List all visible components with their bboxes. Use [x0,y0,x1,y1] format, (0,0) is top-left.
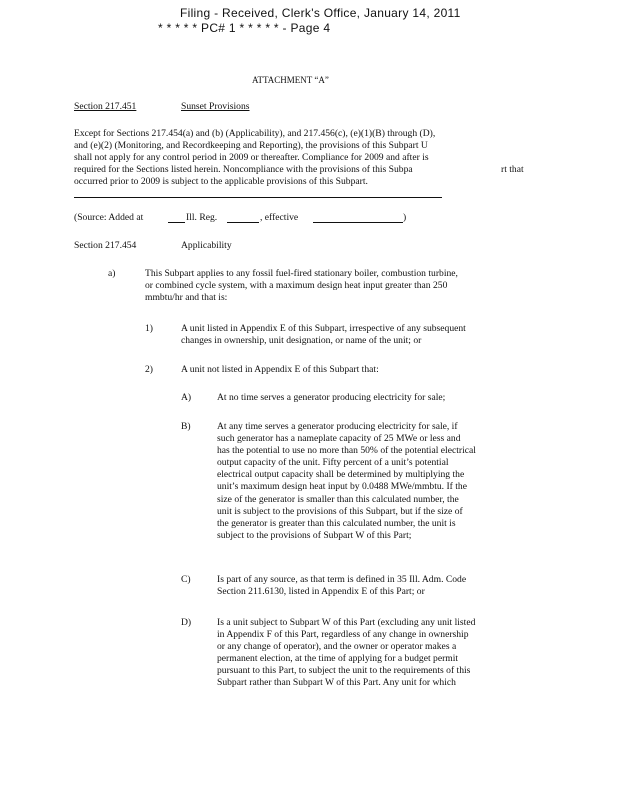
body-line: required for the Sections listed herein. Noncompliance with the provisions of this Subpa [74,164,413,176]
sub-c-text [217,574,466,598]
attachment-title: ATTACHMENT “A” [252,75,329,85]
body-line: occurred prior to 2009 is subject to the applicable provisions of this Subpart. [74,176,368,188]
section-454-title: Applicability [181,240,232,251]
source-prefix: (Source: Added at [74,212,144,223]
para-line: Is a unit subject to Subpart W of this Part (excluding any unit listed [217,617,476,628]
para-line: in Appendix F of this Part, regardless of any change in ownership [217,629,469,641]
para-line: electrical output capacity shall be determined by multiplying the [217,469,465,481]
section-451-underline [74,197,442,198]
para-line: mmbtu/hr and that is: [145,292,228,304]
para-line: changes in ownership, unit designation, or name of the unit; or [181,335,422,347]
para-line: the generator is greater than this calculated number, the unit is [217,517,456,529]
item-2-label: 2) [145,364,153,375]
para-line: This Subpart applies to any fossil fuel-fired stationary boiler, combustion turbine, [145,268,458,279]
sub-a-label: A) [181,392,192,403]
source-blank-date [313,222,403,223]
para-a-label: a) [108,268,116,279]
source-blank-page [227,222,259,223]
para-line: Is part of any source, as that term is defined in 35 Ill. Adm. Code [217,574,467,585]
filing-stamp-line: Filing - Received, Clerk's Office, January 14, 2011 [180,6,461,20]
section-451-body [74,128,435,188]
para-line: unit’s maximum design heat input by 0.0488 MWe/mmbtu. If the [217,481,467,493]
item-1-label: 1) [145,323,153,334]
para-line: A unit listed in Appendix E of this Subpart, irrespective of any subsequent [181,323,466,334]
sub-a-text [217,392,445,404]
para-line: unit is subject to the provisions of this Subpart, but if the size of [217,505,463,517]
sub-d-text [217,617,475,690]
sub-d-label: D) [181,617,192,628]
body-line: and (e)(2) (Monitoring, and Recordkeeping and Reporting), the provisions of this Subpart U [74,140,428,152]
item-1-text [181,323,466,347]
para-line: size of the generator is smaller than this calculated number, the [217,493,459,505]
sub-b-label: B) [181,421,191,432]
section-451-body-tail: rt that [501,164,524,175]
body-line: shall not apply for any control period in 2009 or thereafter. Compliance for 2009 and after is [74,152,429,164]
source-effective-label: , effective [260,212,299,223]
para-line: or any change of operator), and the owner or operator makes a [217,641,457,653]
para-line: A unit not listed in Appendix E of this Subpart that: [181,364,379,375]
section-451-title: Sunset Provisions [181,101,250,112]
body-line: Except for Sections 217.454(a) and (b) (Applicability), and 217.456(c), (e)(1)(B) through (D), [74,128,436,139]
para-line: subject to the provisions of Subpart W of this Part; [217,529,412,541]
source-close: ) [403,212,407,223]
para-line: Section 211.6130, listed in Appendix E of this Part; or [217,586,425,598]
page-stamp-line: * * * * * PC# 1 * * * * * - Page 4 [158,21,331,35]
para-line: At no time serves a generator producing electricity for sale; [217,392,446,403]
section-454-number: Section 217.454 [74,240,137,251]
para-a-text [145,268,458,304]
source-reg-label: Ill. Reg. [186,212,218,223]
para-line: has the potential to use no more than 50% of the potential electrical [217,445,476,457]
sub-c-label: C) [181,574,191,585]
section-451-number: Section 217.451 [74,101,137,112]
para-line: permanent election, at the time of applying for a budget permit [217,653,459,665]
para-line: such generator has a nameplate capacity of 25 MWe or less and [217,433,461,445]
para-line: or combined cycle system, with a maximum design heat input greater than 250 [145,280,448,292]
source-blank-volume [168,222,185,223]
sub-b-text [217,421,476,542]
para-line: At any time serves a generator producing electricity for sale, if [217,421,458,432]
para-line: Subpart rather than Subpart W of this Part. Any unit for which [217,677,456,689]
para-line: pursuant to this Part, to subject the unit to the requirements of this [217,665,471,677]
item-2-text [181,364,379,376]
para-line: output capacity of the unit. Fifty percent of a unit’s potential [217,457,449,469]
